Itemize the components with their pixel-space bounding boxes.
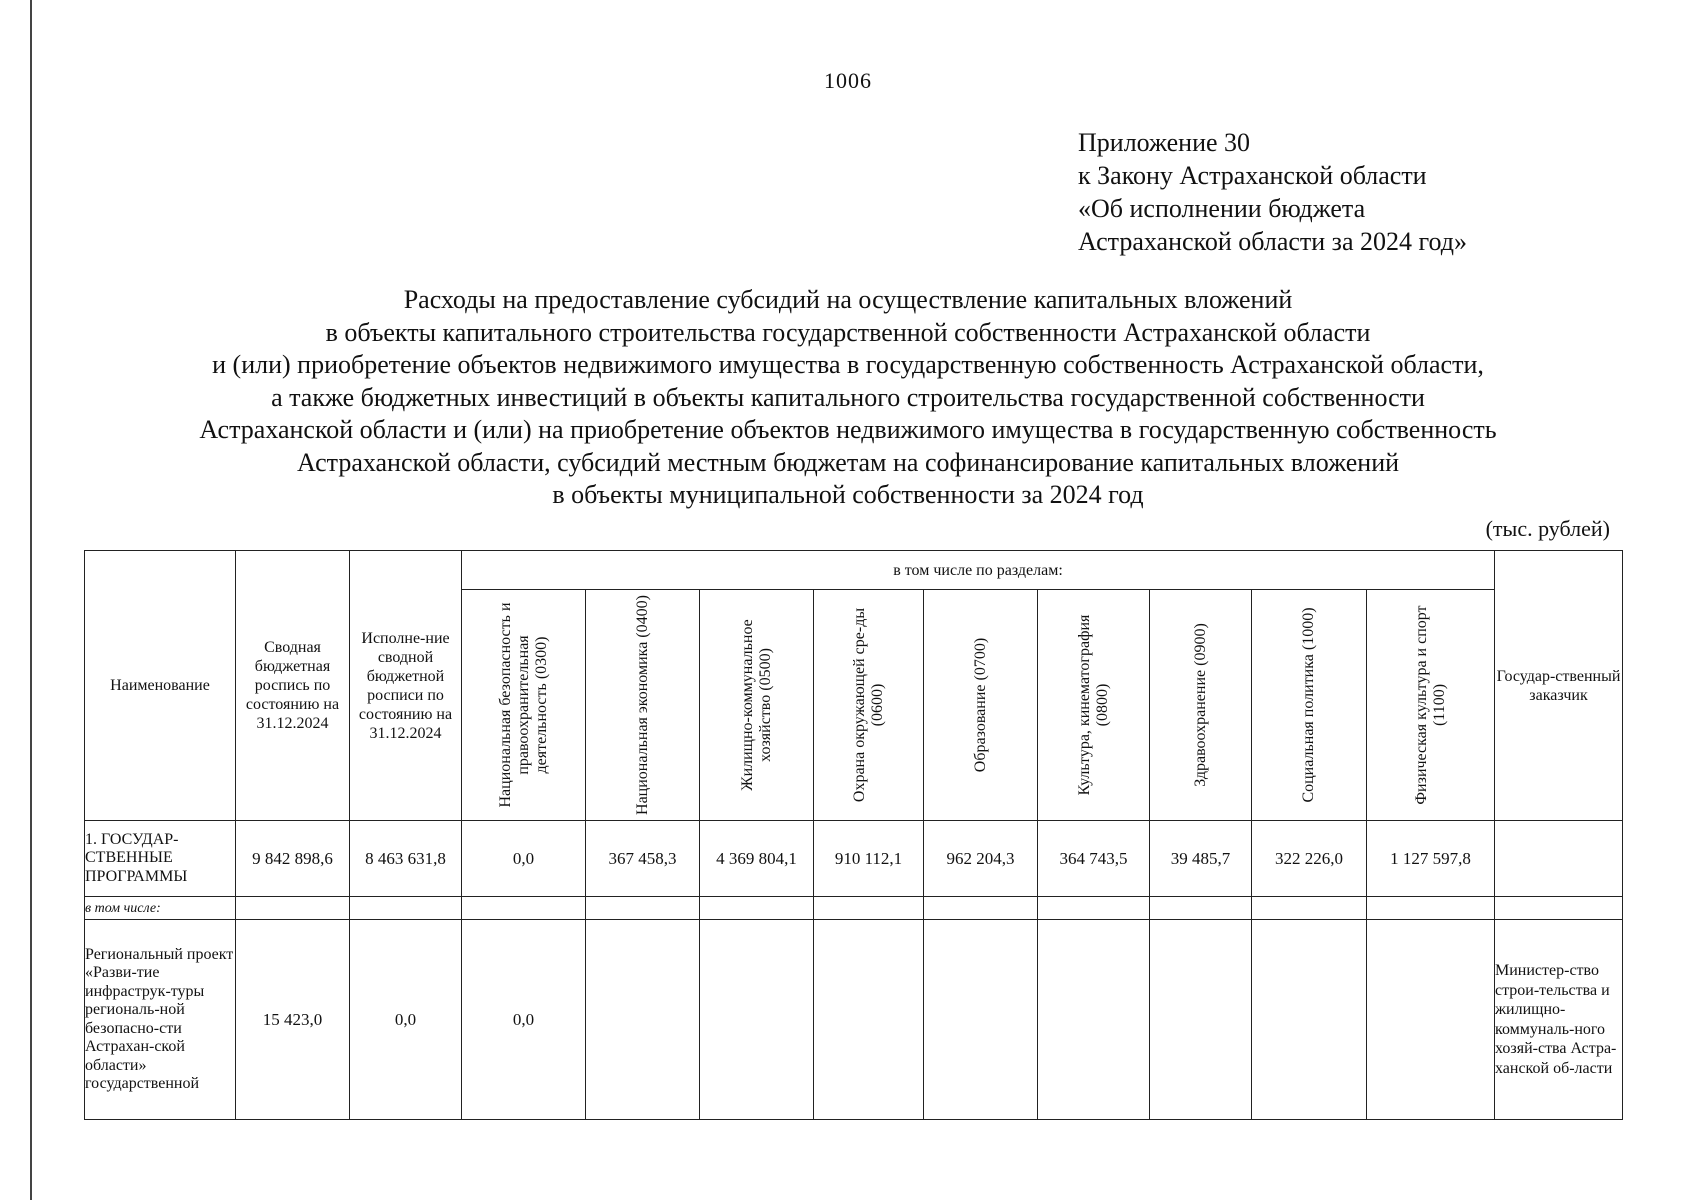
header-sections-group: в том числе по разделам: [462, 551, 1495, 590]
title-line: в объекты капитального строительства государственной собственности Астраханской области [325, 317, 1371, 347]
page-margin-line [30, 0, 32, 1200]
row-name: Региональный проект «Разви-тие инфраструк-туры региональ-ной безопасно-сти Астрахан-ской области» государственной [85, 920, 236, 1120]
header-section-0600 [814, 590, 924, 821]
title-line: а также бюджетных инвестиций в объекты капитального строительства государственной собственности [271, 382, 1425, 412]
empty-cell [700, 920, 814, 1120]
section-label: Здравоохранение (0900) [1191, 623, 1209, 787]
page-number: 1006 [824, 68, 872, 93]
appendix-line: «Об исполнении бюджета [1078, 194, 1366, 223]
row-section-0800: 364 743,5 [1038, 821, 1150, 897]
header-customer: Государ-ственный заказчик [1495, 551, 1623, 821]
row-customer [1495, 821, 1623, 897]
row-customer: Министер-ство строи-тельства и жилищно-коммуналь-ного хозяй-ства Астра-ханской об-ласти [1495, 920, 1623, 1120]
row-section-0700: 962 204,3 [924, 821, 1038, 897]
appendix-note [1078, 126, 1467, 258]
title-line: Астраханской области и (или) на приобретение объектов недвижимого имущества в государственную собственность [199, 415, 1497, 444]
section-label: Образование (0700) [971, 637, 989, 773]
title-line: Астраханской области, субсидий местным бюджетам на софинансирование капитальных вложений [296, 447, 1400, 477]
appendix-line: Приложение 30 [1078, 128, 1251, 157]
header-section-0500 [700, 590, 814, 821]
row-execution: 0,0 [350, 920, 462, 1120]
empty-cell [1367, 920, 1495, 1120]
title-line: Расходы на предоставление субсидий на осуществление капитальных вложений [403, 285, 1293, 314]
empty-cell [1150, 897, 1252, 920]
empty-cell [1367, 897, 1495, 920]
section-label: Физическая культура и спорт (1100) [1412, 605, 1448, 805]
section-label: Охрана окружающей сре-ды (0600) [850, 607, 886, 803]
empty-cell [924, 897, 1038, 920]
empty-cell [1252, 920, 1367, 1120]
empty-cell [350, 897, 462, 920]
appendix-line: к Закону Астраханской области [1078, 161, 1427, 190]
empty-cell [1252, 897, 1367, 920]
header-section-0300 [462, 590, 586, 821]
expenditure-table [84, 550, 1623, 1120]
row-section-0300: 0,0 [462, 920, 586, 1120]
empty-cell [924, 920, 1038, 1120]
section-label: Культура, кинематография (0800) [1075, 614, 1111, 796]
header-execution: Исполне-ние сводной бюджетной росписи по состоянию на 31.12.2024 [350, 551, 462, 821]
empty-cell [586, 920, 700, 1120]
empty-cell [586, 897, 700, 920]
table-subheader-row [85, 897, 1623, 920]
empty-cell [700, 897, 814, 920]
header-name: Наименование [85, 551, 236, 821]
row-plan: 9 842 898,6 [236, 821, 350, 897]
empty-cell [1038, 897, 1150, 920]
header-section-0800 [1038, 590, 1150, 821]
header-section-1000 [1252, 590, 1367, 821]
empty-cell [1038, 920, 1150, 1120]
section-label: Национальная безопасность и правоохранительная деятельность (0300) [496, 602, 550, 808]
section-label: Жилищно-коммунальное хозяйство (0500) [738, 619, 774, 791]
empty-cell [814, 920, 924, 1120]
table-row [85, 821, 1623, 897]
header-section-0400 [586, 590, 700, 821]
units-label: (тыс. рублей) [1485, 516, 1610, 541]
header-section-0700 [924, 590, 1038, 821]
document-title [0, 284, 1696, 512]
row-plan: 15 423,0 [236, 920, 350, 1120]
row-section-0600: 910 112,1 [814, 821, 924, 897]
row-section-0400: 367 458,3 [586, 821, 700, 897]
empty-cell [462, 897, 586, 920]
title-line: в объекты муниципальной собственности за 2024 год [552, 480, 1144, 509]
row-execution: 8 463 631,8 [350, 821, 462, 897]
section-label: Социальная политика (1000) [1300, 607, 1317, 803]
header-section-0900 [1150, 590, 1252, 821]
row-name: 1. ГОСУДАР-СТВЕННЫЕ ПРОГРАММЫ [85, 821, 236, 897]
row-section-0500: 4 369 804,1 [700, 821, 814, 897]
title-line: и (или) приобретение объектов недвижимого имущества в государственную собственность Астраханской области, [212, 350, 1484, 379]
row-section-1000: 322 226,0 [1252, 821, 1367, 897]
row-section-0900: 39 485,7 [1150, 821, 1252, 897]
empty-cell [1495, 897, 1623, 920]
section-label: Национальная экономика (0400) [633, 595, 651, 815]
row-section-1100: 1 127 597,8 [1367, 821, 1495, 897]
empty-cell [814, 897, 924, 920]
appendix-line: Астраханской области за 2024 год» [1078, 227, 1467, 256]
subheader-label: в том числе: [85, 897, 236, 920]
header-plan: Сводная бюджетная роспись по состоянию на 31.12.2024 [236, 551, 350, 821]
table-row [85, 920, 1623, 1120]
empty-cell [1150, 920, 1252, 1120]
empty-cell [236, 897, 350, 920]
header-section-1100 [1367, 590, 1495, 821]
row-section-0300: 0,0 [462, 821, 586, 897]
